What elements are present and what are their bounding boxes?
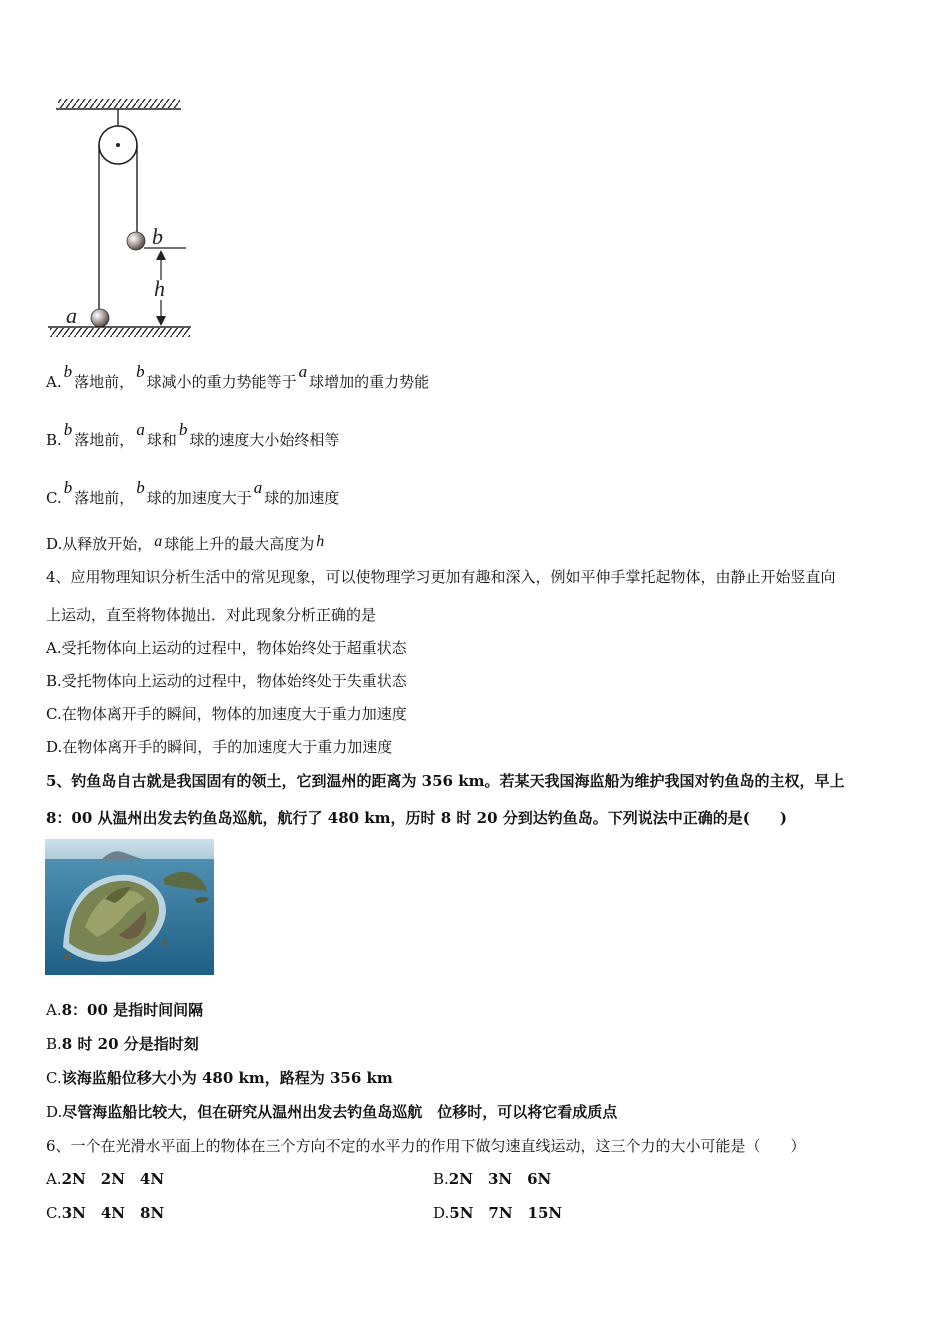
q5-option-c: C.该海监船位移大小为 480 km，路程为 356 km xyxy=(46,1069,393,1087)
ball-a xyxy=(91,309,109,327)
q3-option-c: C.b落地前，b球的加速度大于a球的加速度 xyxy=(46,478,340,507)
label-b: b xyxy=(152,224,163,249)
q4-option-c: C.在物体离开手的瞬间，物体的加速度大于重力加速度 xyxy=(46,705,407,723)
q4-option-d: D.在物体离开手的瞬间，手的加速度大于重力加速度 xyxy=(46,738,393,756)
q6-stem: 6、一个在光滑水平面上的物体在三个方向不定的水平力的作用下做匀速直线运动，这三个力的大小可能是（ ） xyxy=(46,1137,806,1155)
q5-option-a: A.8：00 是指时间间隔 xyxy=(46,1001,204,1019)
q4-stem-line1: 4、应用物理知识分析生活中的常见现象，可以使物理学习更加有趣和深入，例如平伸手掌托起物体，由静止开始竖直向 xyxy=(46,568,836,586)
q3-option-a: A.b落地前，b球减小的重力势能等于a球增加的重力势能 xyxy=(46,362,430,391)
q5-stem-line1: 5、钓鱼岛自古就是我国固有的领土，它到温州的距离为 356 km。若某天我国海监船为维护我国对钓鱼岛的主权，早上 xyxy=(46,772,845,790)
q6-option-a: A.2N 2N 4N xyxy=(46,1170,165,1188)
q6-option-b: B.2N 3N 6N xyxy=(433,1170,552,1188)
pulley xyxy=(99,126,137,164)
ceiling xyxy=(56,99,181,109)
q6-option-c: C.3N 4N 8N xyxy=(46,1204,165,1222)
q6-option-d: D.5N 7N 15N xyxy=(433,1204,563,1222)
q3-option-b: B.b落地前，a球和b球的速度大小始终相等 xyxy=(46,420,340,449)
ground xyxy=(48,327,191,337)
q4-option-a: A.受托物体向上运动的过程中，物体始终处于超重状态 xyxy=(46,639,407,657)
label-h: h xyxy=(154,276,165,301)
island-photo xyxy=(45,839,214,975)
pulley-diagram xyxy=(40,95,200,345)
q3-option-d: D.从释放开始， a 球能上升的最大高度为 h xyxy=(46,533,325,553)
q5-stem-line2: 8：00 从温州出发去钓鱼岛巡航，航行了 480 km，历时 8 时 20 分到达钓鱼岛。下列说法中正确的是( ) xyxy=(46,809,787,827)
ball-b xyxy=(127,232,145,250)
label-a: a xyxy=(66,303,77,328)
q4-stem-line2: 上运动，直至将物体抛出．对此现象分析正确的是 xyxy=(46,606,377,624)
q5-option-b: B.8 时 20 分是指时刻 xyxy=(46,1035,199,1053)
q4-option-b: B.受托物体向上运动的过程中，物体始终处于失重状态 xyxy=(46,672,407,690)
q5-option-d: D.尽管海监船比较大，但在研究从温州出发去钓鱼岛巡航 位移时，可以将它看成质点 xyxy=(46,1103,618,1121)
